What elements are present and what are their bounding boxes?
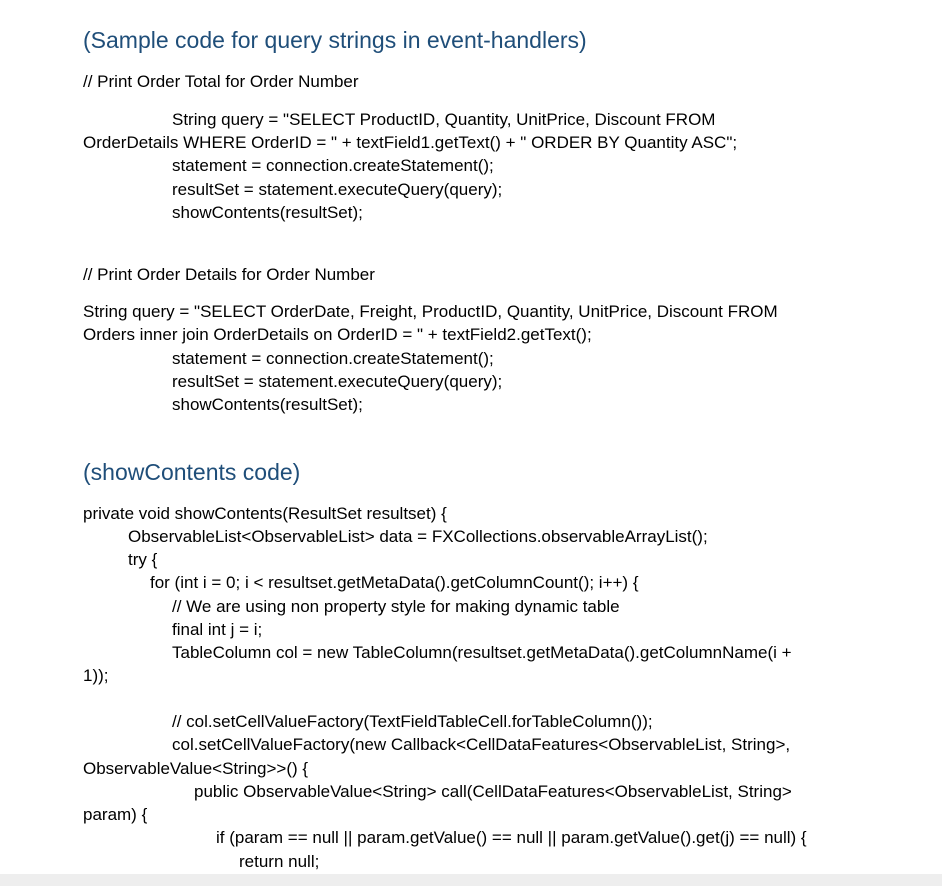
- code-line: statement = connection.createStatement();: [172, 156, 494, 175]
- code-line: TableColumn col = new TableColumn(resultset.getMetaData().getColumnName(i +: [172, 643, 792, 662]
- code-line: final int j = i;: [172, 620, 263, 639]
- code-line: statement = connection.createStatement();: [172, 349, 494, 368]
- code-line: param) {: [83, 805, 148, 824]
- code-line: public ObservableValue<String> call(CellDataFeatures<ObservableList, String>: [194, 782, 792, 801]
- code-line: 1));: [83, 666, 109, 685]
- code-line: String query = "SELECT ProductID, Quantity, UnitPrice, Discount FROM: [172, 110, 716, 129]
- code-line: for (int i = 0; i < resultset.getMetaData().getColumnCount(); i++) {: [150, 573, 639, 592]
- code-line: private void showContents(ResultSet resultset) {: [83, 504, 447, 523]
- page-bottom-edge: [0, 874, 942, 886]
- code-line: showContents(resultSet);: [172, 395, 363, 414]
- show-contents-heading: (showContents code): [83, 459, 301, 485]
- code-line: OrderDetails WHERE OrderID = " + textField1.getText() + " ORDER BY Quantity ASC";: [83, 133, 738, 152]
- code-line: ObservableList<ObservableList> data = FXCollections.observableArrayList();: [128, 527, 708, 546]
- code-line: if (param == null || param.getValue() == null || param.getValue().get(j) == null) {: [216, 828, 807, 847]
- comment-print-order-total: // Print Order Total for Order Number: [83, 72, 359, 91]
- code-line: col.setCellValueFactory(new Callback<CellDataFeatures<ObservableList, String>,: [172, 735, 791, 754]
- code-line: String query = "SELECT OrderDate, Freight, ProductID, Quantity, UnitPrice, Discount FROM: [83, 302, 778, 321]
- code-line: try {: [128, 550, 158, 569]
- code-line: ObservableValue<String>>() {: [83, 759, 309, 778]
- code-line: Orders inner join OrderDetails on OrderID = " + textField2.getText();: [83, 325, 592, 344]
- code-line: resultSet = statement.executeQuery(query);: [172, 180, 503, 199]
- code-line: showContents(resultSet);: [172, 203, 363, 222]
- code-line: return null;: [239, 852, 320, 871]
- code-line: // We are using non property style for making dynamic table: [172, 597, 620, 616]
- comment-print-order-details: // Print Order Details for Order Number: [83, 265, 375, 284]
- code-line: resultSet = statement.executeQuery(query);: [172, 372, 503, 391]
- sample-code-heading: (Sample code for query strings in event-handlers): [83, 27, 587, 53]
- code-line: // col.setCellValueFactory(TextFieldTableCell.forTableColumn());: [172, 712, 653, 731]
